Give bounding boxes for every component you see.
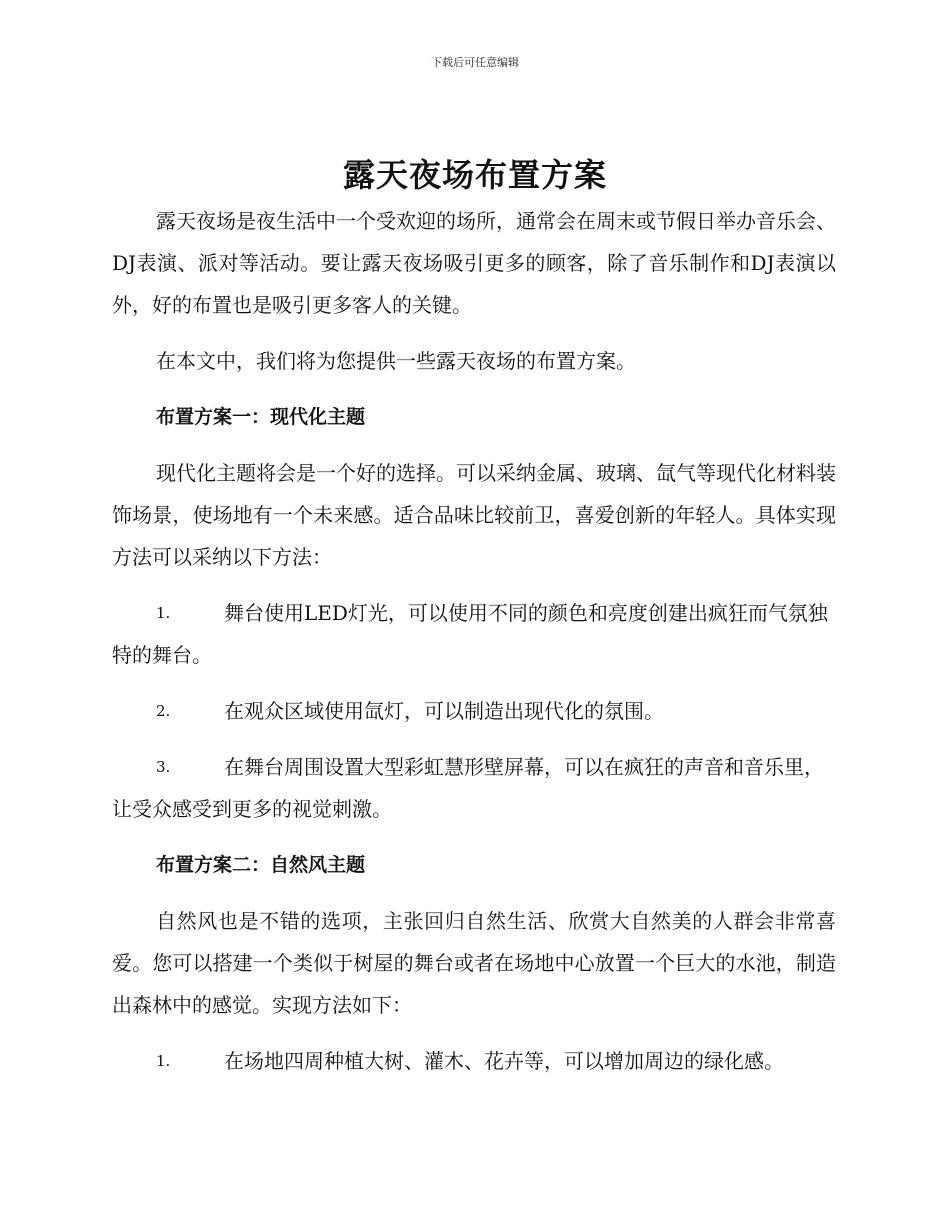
list-item: [112, 690, 836, 732]
list-item-text: 在舞台周围设置大型彩虹慧形壁屏幕，可以在疯狂的声音和音乐里，让受众感受到更多的视觉刺激。: [112, 755, 824, 821]
list-item-text: 在观众区域使用氙灯，可以制造出现代化的氛围。: [224, 699, 664, 723]
list-item-text: 舞台使用LED灯光，可以使用不同的颜色和亮度创建出疯狂而气氛独特的舞台。: [112, 601, 828, 667]
section-heading-plan-2: 布置方案二：自然风主题: [156, 854, 366, 876]
list-number: 1.: [156, 1052, 171, 1070]
list-item-text: 在场地四周种植大树、灌木、花卉等，可以增加周边的绿化感。: [224, 1049, 784, 1073]
page-header: 下载后可任意编辑: [431, 56, 519, 69]
intro-paragraph: 露天夜场是夜生活中一个受欢迎的场所，通常会在周末或节假日举办音乐会、DJ表演、派对等活动。要让露天夜场吸引更多的顾客，除了音乐制作和DJ表演以外，好的布置也是吸引更多客人的关键。: [112, 209, 836, 317]
list-item: [112, 1040, 836, 1082]
list-item: [112, 746, 836, 830]
intro-paragraph-2: 在本文中，我们将为您提供一些露天夜场的布置方案。: [156, 349, 636, 373]
plan-2-paragraph: 自然风也是不错的选项，主张回归自然生活、欣赏大自然美的人群会非常喜爱。您可以搭建一个类似于树屋的舞台或者在场地中心放置一个巨大的水池，制造出森林中的感觉。实现方法如下：: [112, 909, 836, 1017]
list-number: 2.: [156, 702, 171, 720]
list-number: 3.: [156, 758, 171, 776]
document-body: [112, 200, 836, 1096]
document-title: 露天夜场布置方案: [342, 156, 607, 194]
list-number: 1.: [156, 604, 171, 622]
section-heading-plan-1: 布置方案一：现代化主题: [156, 406, 366, 428]
plan-1-paragraph: 现代化主题将会是一个好的选择。可以采纳金属、玻璃、氙气等现代化材料装饰场景，使场地有一个未来感。适合品味比较前卫，喜爱创新的年轻人。具体实现方法可以采纳以下方法：: [112, 461, 836, 569]
list-item: [112, 592, 836, 676]
